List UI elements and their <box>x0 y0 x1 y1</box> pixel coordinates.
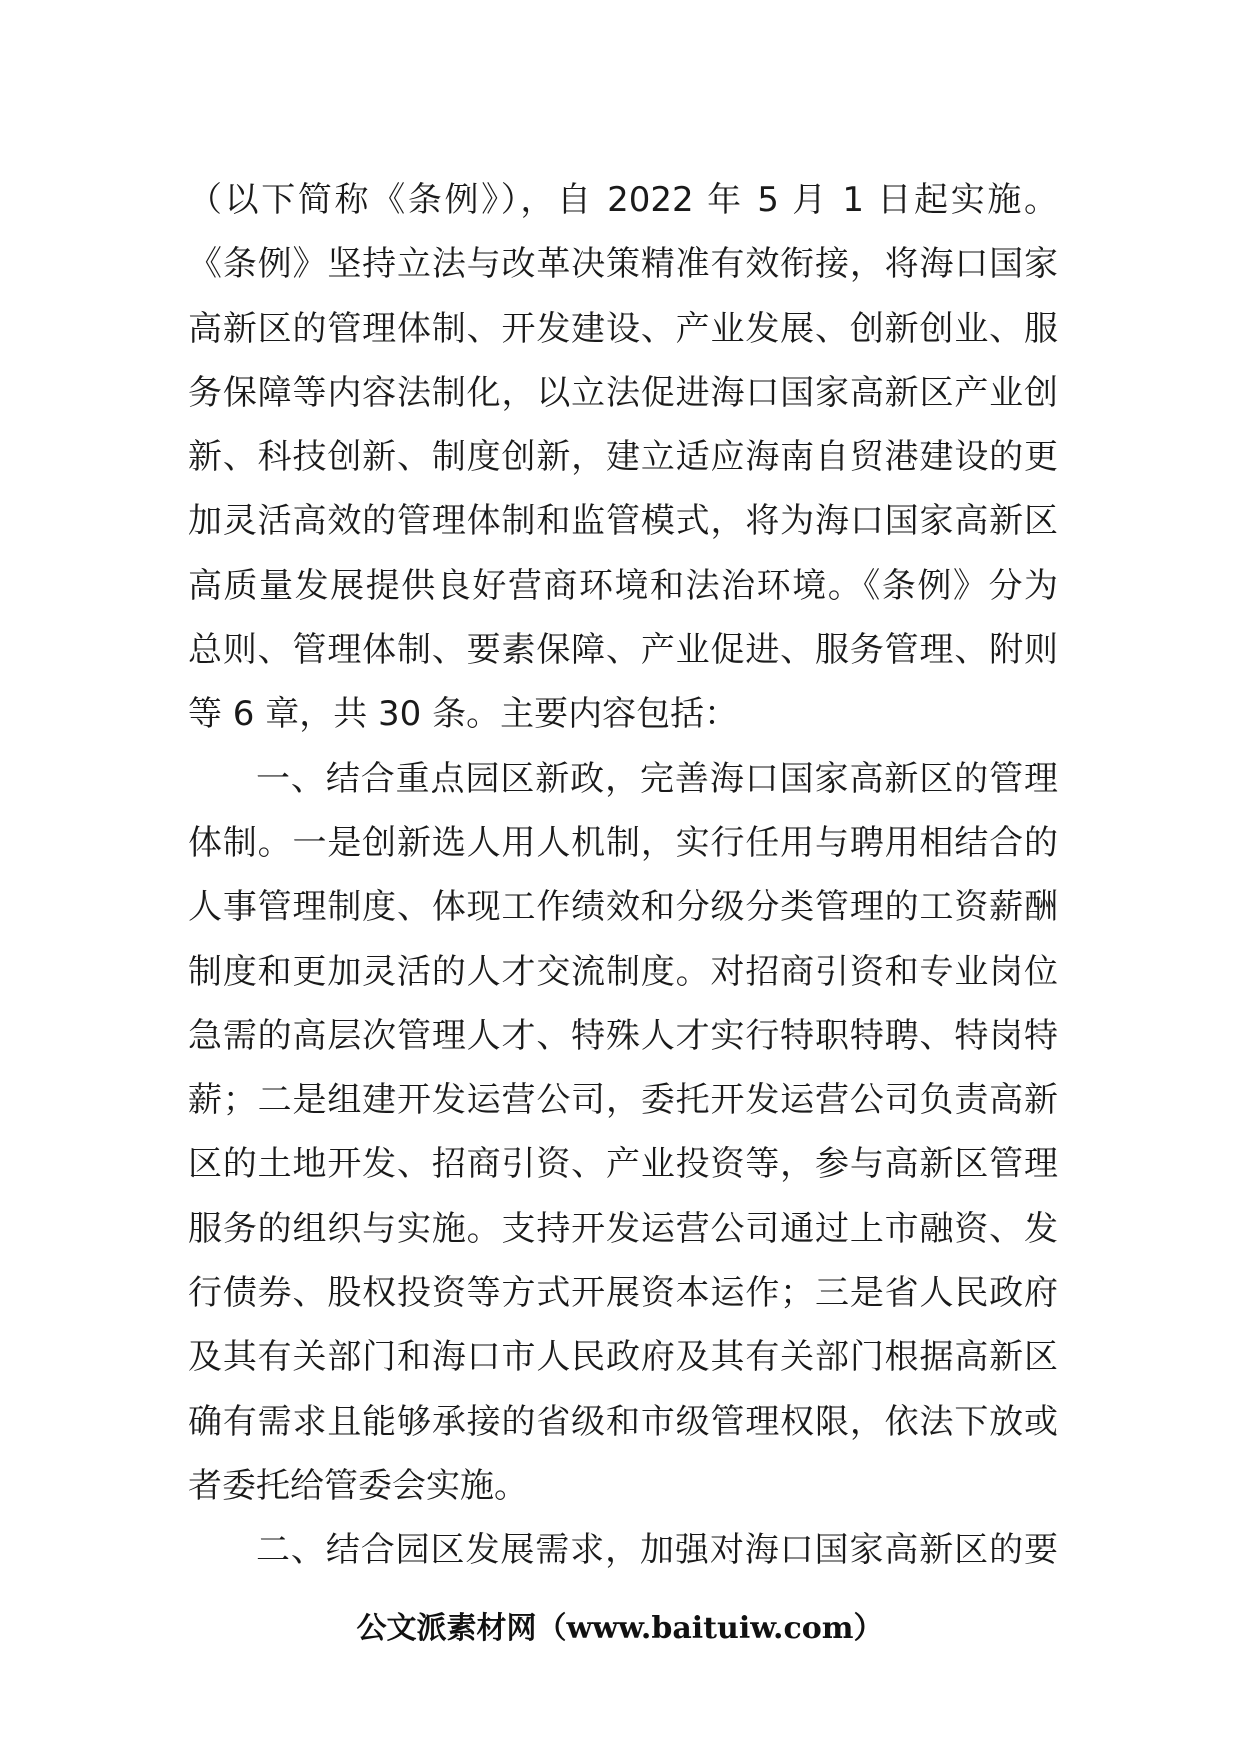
paragraph-start-line: 二、结合园区发展需求，加强对海口国家高新区的要 <box>256 1530 1058 1571</box>
footer-watermark: 公文派素材网（www.baituiw.com） <box>356 1611 884 1646</box>
text-line: 务保障等内容法制化，以立法促进海口国家高新区产业创 <box>188 372 1058 413</box>
text-line: 总则、管理体制、要素保障、产业促进、服务管理、附则 <box>188 630 1058 671</box>
text-line: 高新区的管理体制、开发建设、产业发展、创新创业、服 <box>188 308 1058 349</box>
text-line: 者委托给管委会实施。 <box>188 1465 528 1506</box>
text-line: 服务的组织与实施。支持开发运营公司通过上市融资、发 <box>188 1208 1058 1249</box>
text-line: 加灵活高效的管理体制和监管模式，将为海口国家高新区 <box>188 501 1058 542</box>
text-line: 确有需求且能够承接的省级和市级管理权限，依法下放或 <box>188 1401 1058 1442</box>
text-line: （以下简称《条例》），自 2022 年 5 月 1 日起实施。 <box>188 180 1058 220</box>
text-line: 《条例》坚持立法与改革决策精准有效衔接，将海口国家 <box>188 244 1058 285</box>
text-line: 等 6 章，共 30 条。主要内容包括： <box>188 694 739 735</box>
text-line: 急需的高层次管理人才、特殊人才实行特职特聘、特岗特 <box>188 1015 1058 1056</box>
text-line: 高质量发展提供良好营商环境和法治环境。《条例》分为 <box>188 565 1058 606</box>
text-line: 新、科技创新、制度创新，建立适应海南自贸港建设的更 <box>188 437 1058 478</box>
text-line: 行债券、股权投资等方式开展资本运作；三是省人民政府 <box>188 1273 1058 1314</box>
text-line: 体制。一是创新选人用人机制，实行任用与聘用相结合的 <box>188 822 1058 863</box>
text-line: 区的土地开发、招商引资、产业投资等，参与高新区管理 <box>188 1144 1058 1185</box>
paragraph-start-line: 一、结合重点园区新政，完善海口国家高新区的管理 <box>256 758 1058 799</box>
text-line: 制度和更加灵活的人才交流制度。对招商引资和专业岗位 <box>188 951 1058 992</box>
text-line: 薪；二是组建开发运营公司，委托开发运营公司负责高新 <box>188 1080 1058 1121</box>
text-line: 人事管理制度、体现工作绩效和分级分类管理的工资薪酬 <box>188 887 1058 928</box>
text-line: 及其有关部门和海口市人民政府及其有关部门根据高新区 <box>188 1337 1058 1378</box>
body-text <box>188 168 1058 1583</box>
